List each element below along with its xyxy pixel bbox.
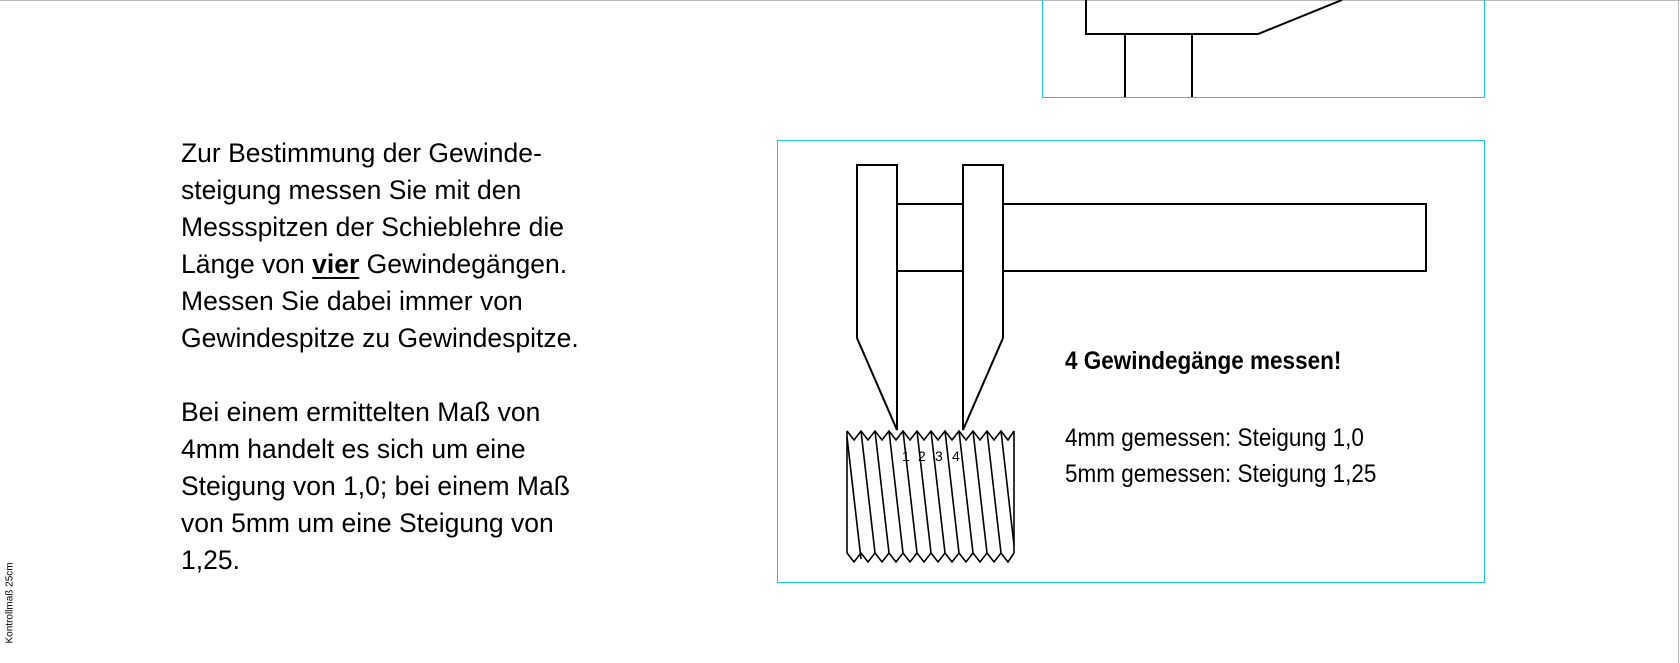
- top-figure-outline: [1086, 0, 1342, 34]
- text-line: Messen Sie dabei immer von: [181, 286, 523, 316]
- text-line: Steigung von 1,0; bei einem Maß: [181, 471, 570, 501]
- thread-number-2: 2: [918, 448, 926, 464]
- caliper-jaw-right: [963, 165, 1003, 430]
- text-line: von 5mm um eine Steigung von: [181, 508, 554, 538]
- text-line: Gewindespitze zu Gewindespitze.: [181, 323, 579, 353]
- caliper-jaw-left: [857, 165, 897, 430]
- text-line: Bei einem ermittelten Maß von: [181, 397, 541, 427]
- thread-numbers: [902, 448, 960, 464]
- text-line: steigung messen Sie mit den: [181, 175, 522, 205]
- top-figure-drawing: [1086, 0, 1342, 97]
- figure-caption-5mm: 5mm gemessen: Steigung 1,25: [1065, 460, 1377, 488]
- text-line: 1,25.: [181, 545, 240, 575]
- text-fragment: Länge von: [181, 249, 313, 279]
- emphasized-word: vier: [312, 249, 360, 279]
- figure-caption-4mm: 4mm gemessen: Steigung 1,0: [1065, 424, 1364, 452]
- text-fragment: Gewindegängen.: [359, 249, 568, 279]
- thread-bolt: [847, 431, 1014, 562]
- thread-number-3: 3: [935, 448, 943, 464]
- figure-title: 4 Gewindegänge messen!: [1065, 347, 1342, 375]
- thread-number-1: 1: [902, 448, 910, 464]
- text-line: 4mm handelt es sich um eine: [181, 434, 526, 464]
- thread-number-4: 4: [952, 448, 960, 464]
- text-line: Messspitzen der Schieblehre die: [181, 212, 564, 242]
- side-note-control-measure: Kontrollmaß 25cm: [4, 562, 16, 644]
- text-line: Zur Bestimmung der Gewinde-: [181, 138, 542, 168]
